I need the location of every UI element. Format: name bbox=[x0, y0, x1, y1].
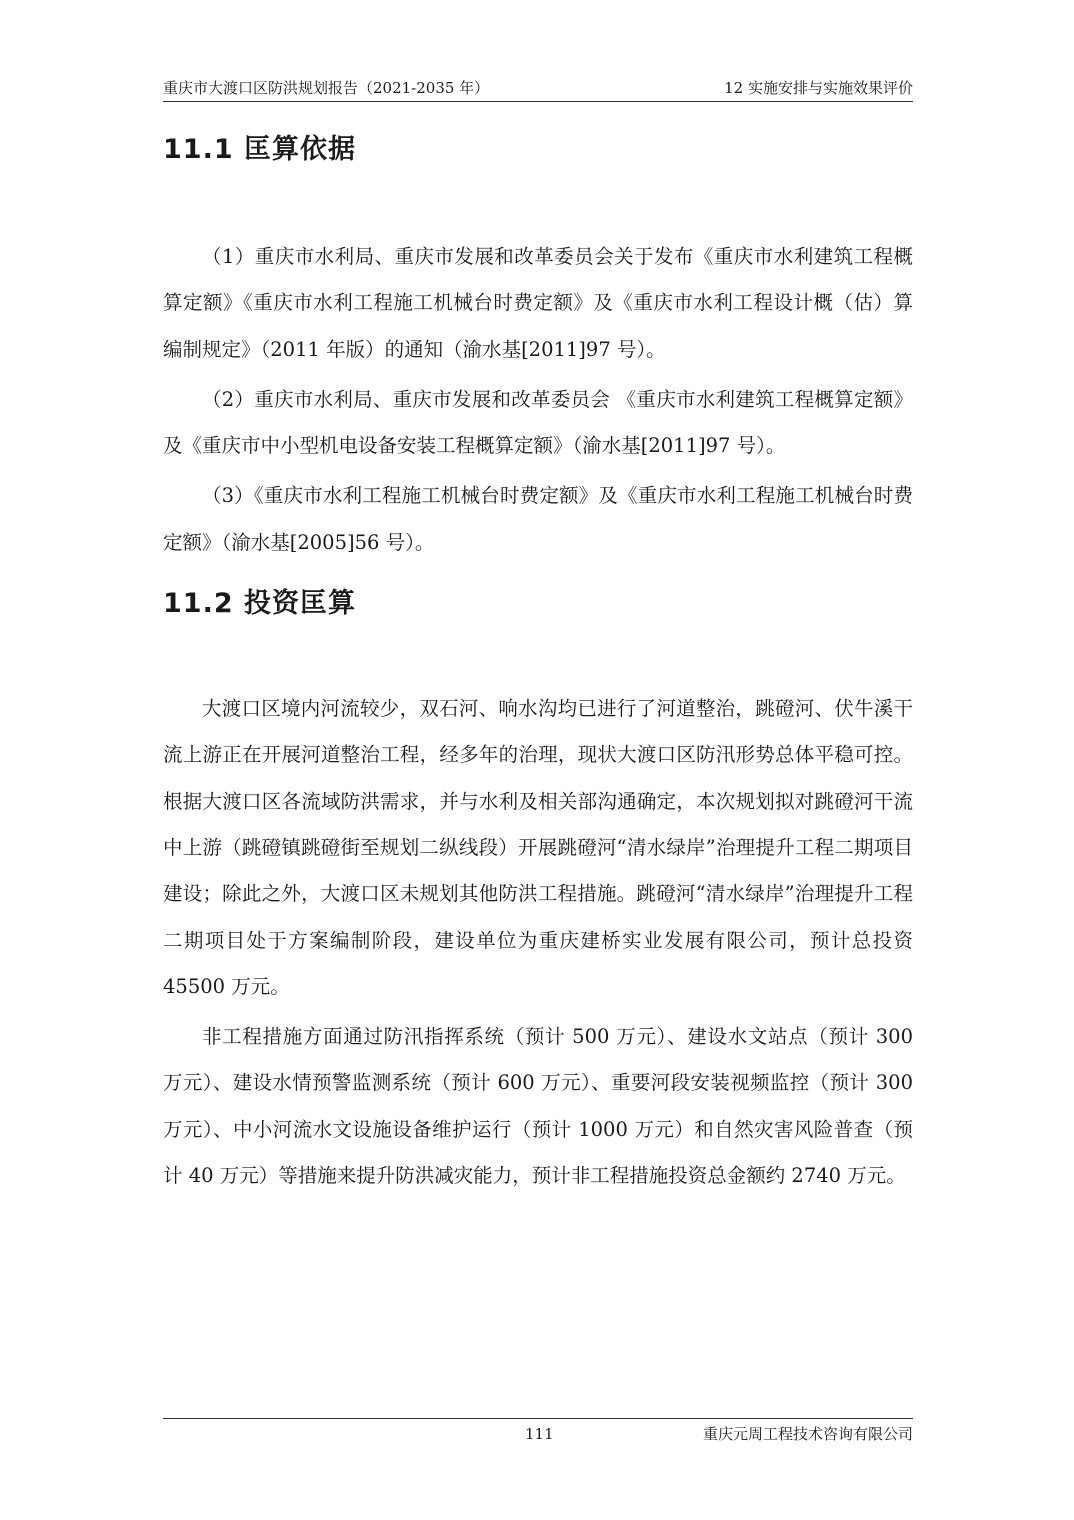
header-divider bbox=[163, 101, 913, 102]
footer-company-name: 重庆元周工程技术咨询有限公司 bbox=[702, 1425, 913, 1443]
header-report-title: 重庆市大渡口区防洪规划报告（2021-2035 年） bbox=[163, 79, 490, 97]
page-content bbox=[163, 128, 913, 1203]
page-number: 111 bbox=[525, 1425, 554, 1443]
paragraph: （1）重庆市水利局、重庆市发展和改革委员会关于发布《重庆市水利建筑工程概算定额》《重庆市水利工程施工机械台时费定额》及《重庆市水利工程设计概（估）算编制规定》（2011 年版）的通知（渝水基[2011]97 号）。 bbox=[163, 245, 913, 361]
section-heading-estimation-basis: 11.1 匡算依据 bbox=[163, 134, 357, 165]
paragraph: （2）重庆市水利局、重庆市发展和改革委员会 《重庆市水利建筑工程概算定额》及《重庆市中小型机电设备安装工程概算定额》（渝水基[2011]97 号）。 bbox=[163, 387, 913, 458]
section-heading-investment-estimate: 11.2 投资匡算 bbox=[163, 588, 357, 620]
page-header bbox=[163, 76, 913, 100]
footer-divider bbox=[163, 1418, 913, 1419]
paragraph: （3）《重庆市水利工程施工机械台时费定额》及《重庆市水利工程施工机械台时费定额》（渝水基[2005]56 号）。 bbox=[163, 484, 913, 554]
paragraph: 大渡口区境内河流较少，双石河、响水沟均已进行了河道整治，跳磴河、伏牛溪干流上游正在开展河道整治工程，经多年的治理，现状大渡口区防汛形势总体平稳可控。根据大渡口区各流域防洪需求，并与水利及相关部沟通确定，本次规划拟对跳磴河干流中上游（跳磴镇跳磴街至规划二纵线段）开展跳磴河“清水绿岸”治理提升工程二期项目建设；除此之外，大渡口区未规划其他防洪工程措施。跳磴河“清水绿岸”治理提升工程二期项目处于方案编制阶段，建设单位为重庆建桥实业发展有限公司，预计总投资 45500 万元。 bbox=[163, 697, 913, 998]
paragraph: 非工程措施方面通过防汛指挥系统（预计 500 万元）、建设水文站点（预计 300 万元）、建设水情预警监测系统（预计 600 万元）、重要河段安装视频监控（预计 300 万元）、中小河流水文设施设备维护运行（预计 1000 万元）和自然灾害风险普查（预计 40 万元）等措施来提升防洪减灾能力，预计非工程措施投资总金额约 2740 万元。 bbox=[163, 1025, 913, 1188]
page-footer bbox=[163, 1422, 913, 1446]
header-chapter-title: 12 实施安排与实施效果评价 bbox=[724, 79, 913, 97]
